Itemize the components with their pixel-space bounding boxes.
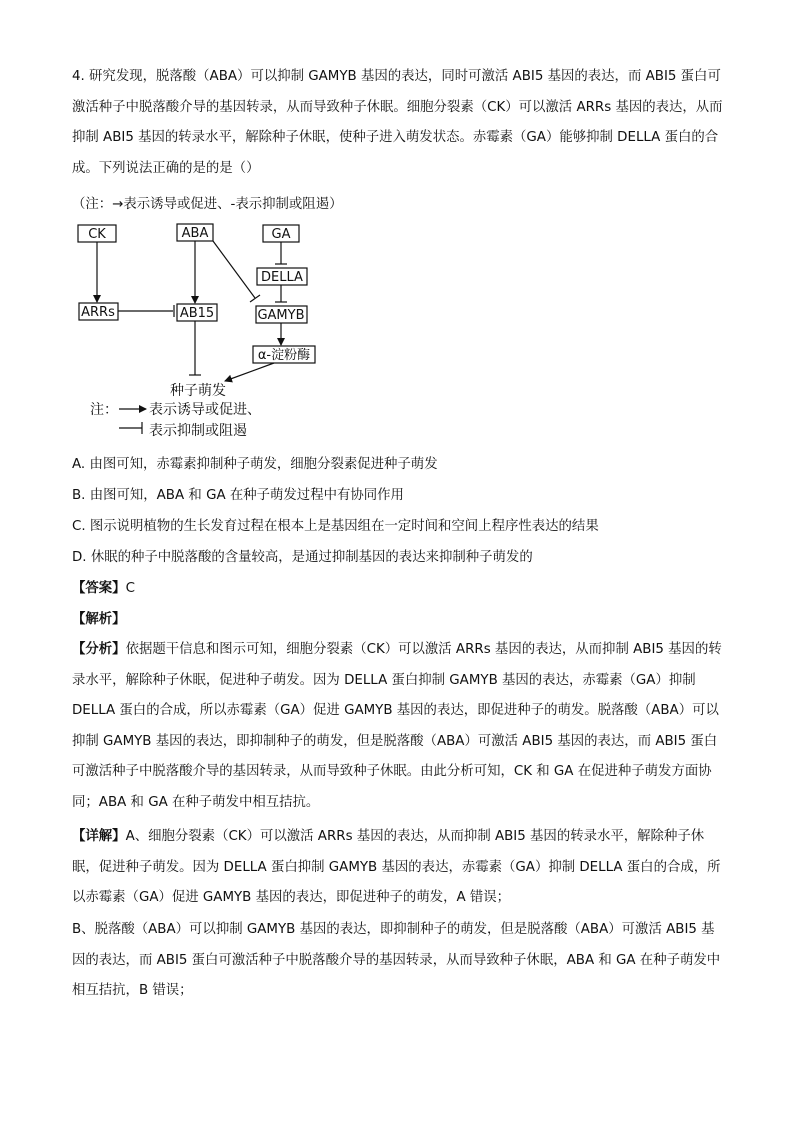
analysis-text: 依据题干信息和图示可知，细胞分裂素（CK）可以激活 ARRs 基因的表达，从而抑制 ABI5 基因的转录水平，解除种子休眠，促进种子萌发。因为 DELLA 蛋白抑制 GAMYB 基因的表达，赤霉素（GA）抑制 DELLA 蛋白的合成，所以赤霉素（GA）促进 GAMYB 基因的表达，即促进种子的萌发。脱落酸（ABA）可以抑制 GAMYB 基因的表达，即抑制种子的萌发，但是脱落酸（ABA）可激活 ABI5 基因的表达，而 ABI5 蛋白可激活种子中脱落酸介导的基因转录，从而导致种子休眠。由此分析可知，CK 和 GA 在促进种子萌发方面协同；ABA 和 GA 在种子萌发中相互拮抗。 — [72, 642, 722, 810]
question-text: 4. 研究发现，脱落酸（ABA）可以抑制 GAMYB 基因的表达，同时可激活 ABI5 基因的表达，而 ABI5 蛋白可激活种子中脱落酸介导的基因转录，从而导致种子休眠。细胞分裂素（CK）可以激活 ARRs 基因的表达，从而抑制 ABI5 基因的转录水平，解除种子休眠，使种子进入萌发状态。赤霉素（GA）能够抑制 DELLA 蛋白的合成。下列说法正确的是的是（） — [72, 69, 723, 176]
answer-value: C — [125, 581, 135, 596]
option-c: C. 图示说明植物的生长发育过程在根本上是基因组在一定时间和空间上程序性表达的结果 — [72, 519, 599, 534]
germination-label: 种子萌发 — [170, 383, 226, 399]
analysis-paragraph — [72, 635, 724, 818]
ga-label: GA — [271, 227, 291, 242]
della-label: DELLA — [261, 270, 303, 285]
detail-label: 【详解】 — [72, 829, 126, 844]
arrs-label: ARRs — [81, 305, 115, 320]
regulation-diagram — [60, 218, 360, 446]
gamyb-label: GAMYB — [257, 308, 305, 323]
legend-promote-text: 表示诱导或促进、 — [149, 402, 261, 418]
option-b: B. 由图可知，ABA 和 GA 在种子萌发过程中有协同作用 — [72, 488, 404, 503]
answer-label: 【答案】 — [72, 581, 126, 596]
answer-line — [72, 577, 135, 596]
ck-label: CK — [88, 227, 106, 242]
question-note: （注：→表示诱导或促进、-表示抑制或阻遏） — [72, 197, 343, 212]
detail-paragraph-a — [72, 822, 724, 914]
aba-inhibit-gamyb — [213, 241, 255, 298]
aba-label: ABA — [181, 226, 209, 241]
amylase-label: α-淀粉酶 — [257, 348, 311, 363]
option-d: D. 休眠的种子中脱落酸的含量较高，是通过抑制基因的表达来抑制种子萌发的 — [72, 550, 533, 565]
analysis-label: 【分析】 — [72, 642, 126, 657]
analysis-heading: 【解析】 — [72, 612, 126, 627]
detail-paragraph-b: B、脱落酸（ABA）可以抑制 GAMYB 基因的表达，即抑制种子的萌发，但是脱落酸（ABA）可激活 ABI5 基因的表达，而 ABI5 蛋白可激活种子中脱落酸介导的基因转录，从而导致种子休眠，ABA 和 GA 在种子萌发中相互拮抗，B 错误； — [72, 922, 721, 998]
legend-prefix: 注： — [90, 402, 118, 418]
amylase-to-germination-arrow — [225, 363, 274, 381]
detail-text-a: A、细胞分裂素（CK）可以激活 ARRs 基因的表达，从而抑制 ABI5 基因的转录水平，解除种子休眠，促进种子萌发。因为 DELLA 蛋白抑制 GAMYB 基因的表达，赤霉素（GA）抑制 DELLA 蛋白的合成，所以赤霉素（GA）促进 GAMYB 基因的表达，即促进种子的萌发，A 错误； — [72, 829, 721, 905]
legend-inhibit-text: 表示抑制或阻遏 — [149, 423, 247, 439]
ab15-label: AB15 — [179, 306, 215, 321]
option-a: A. 由图可知，赤霉素抑制种子萌发，细胞分裂素促进种子萌发 — [72, 457, 438, 472]
